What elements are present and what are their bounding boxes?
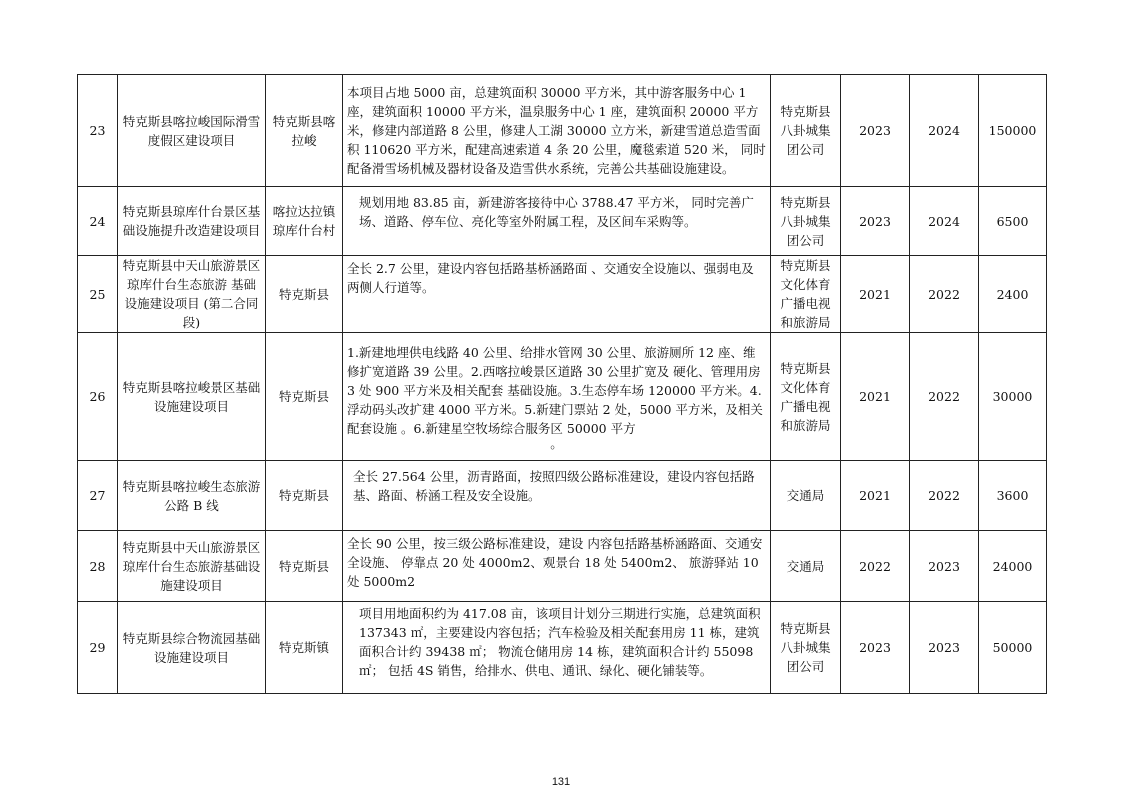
project-description: 全长 2.7 公里，建设内容包括路基桥涵路面 、交通安全设施以、强弱电及两侧人行道等。 <box>343 256 771 333</box>
project-name: 特克斯县中天山旅游景区琼库什台生态旅游基础设施建设项目 <box>118 531 266 602</box>
description-text: 1.新建地埋供电线路 40 公里、给排水管网 30 公里、旅游厕所 12 座、维修扩宽道路 39 公里。2.西喀拉峻景区道路 30 公里扩宽及 硬化、管理用房 3 处 900 平方米及相关配套 基础设施。3.生态停车场 120000 平方米。4.浮动码头改扩建 4000 平方米。5.新建门票站 2 处，5000 平方米，及相关配套设施 。6.新建星空牧场综合服务区 50000 平方 <box>347 345 763 436</box>
start-year: 2023 <box>841 75 910 187</box>
description-text: 项目用地面积约为 417.08 亩，该项目计划分三期进行实施，总建筑面积 137343 ㎡，主要建设内容包括；汽车检验及相关配套用房 11 栋，建筑面积合计约 39438 ㎡； 物流仓储用房 14 栋，建筑面积合计约 55098 ㎡； 包括 4S 销售，给排水、供电、通讯、绿化、硬化铺装等。 <box>359 606 761 678</box>
start-year: 2021 <box>841 256 910 333</box>
row-number: 25 <box>78 256 118 333</box>
project-location: 特克斯镇 <box>266 602 343 694</box>
responsible-unit: 特克斯县八卦城集团公司 <box>771 602 841 694</box>
project-name: 特克斯县中天山旅游景区琼库什台生态旅游 基础设施建设项目 (第二合同段) <box>118 256 266 333</box>
project-name: 特克斯县综合物流园基础设施建设项目 <box>118 602 266 694</box>
end-year: 2022 <box>910 333 979 461</box>
responsible-unit: 特克斯县八卦城集团公司 <box>771 75 841 187</box>
project-description <box>343 187 771 256</box>
table-row <box>78 461 1047 531</box>
end-year: 2023 <box>910 602 979 694</box>
responsible-unit: 交通局 <box>771 531 841 602</box>
start-year: 2021 <box>841 333 910 461</box>
start-year: 2022 <box>841 531 910 602</box>
project-location: 特克斯县 <box>266 256 343 333</box>
description-text: 规划用地 83.85 亩，新建游客接待中心 3788.47 平方米， 同时完善广场、道路、停车位、亮化等室外附属工程，及区间车采购等。 <box>359 195 754 229</box>
start-year: 2023 <box>841 187 910 256</box>
end-year: 2023 <box>910 531 979 602</box>
responsible-unit: 交通局 <box>771 461 841 531</box>
project-location: 特克斯县 <box>266 461 343 531</box>
investment-amount: 30000 <box>979 333 1047 461</box>
row-number: 29 <box>78 602 118 694</box>
investment-amount: 24000 <box>979 531 1047 602</box>
project-location: 特克斯县 <box>266 531 343 602</box>
responsible-unit: 特克斯县八卦城集团公司 <box>771 187 841 256</box>
project-name: 特克斯县琼库什台景区基础设施提升改造建设项目 <box>118 187 266 256</box>
table-row <box>78 75 1047 187</box>
description-tail: 。 <box>550 436 563 451</box>
project-location: 喀拉达拉镇琼库什台村 <box>266 187 343 256</box>
table-row <box>78 256 1047 333</box>
project-description <box>343 602 771 694</box>
row-number: 26 <box>78 333 118 461</box>
row-number: 24 <box>78 187 118 256</box>
row-number: 28 <box>78 531 118 602</box>
project-description <box>343 333 771 461</box>
description-text: 全长 27.564 公里，沥青路面，按照四级公路标准建设，建设内容包括路基、路面、桥涵工程及安全设施。 <box>353 469 755 503</box>
project-table <box>77 74 1047 694</box>
project-location: 特克斯县 <box>266 333 343 461</box>
table-row <box>78 333 1047 461</box>
start-year: 2021 <box>841 461 910 531</box>
responsible-unit: 特克斯县文化体育广播电视和旅游局 <box>771 333 841 461</box>
investment-amount: 6500 <box>979 187 1047 256</box>
table-row <box>78 187 1047 256</box>
end-year: 2024 <box>910 75 979 187</box>
row-number: 27 <box>78 461 118 531</box>
row-number: 23 <box>78 75 118 187</box>
investment-amount: 150000 <box>979 75 1047 187</box>
investment-amount: 3600 <box>979 461 1047 531</box>
project-description: 本项目占地 5000 亩，总建筑面积 30000 平方米，其中游客服务中心 1 座，建筑面积 10000 平方米，温泉服务中心 1 座，建筑面积 20000 平方米，修建内部道路 8 公里，修建人工湖 30000 立方米，新建雪道总造雪面积 110620 平方米，配建高速索道 4 条 20 公里，魔毯索道 520 米， 同时配备滑雪场机械及器材设备及造雪供水系统，完善公共基础设施建设。 <box>343 75 771 187</box>
table-row <box>78 602 1047 694</box>
project-description <box>343 461 771 531</box>
end-year: 2024 <box>910 187 979 256</box>
start-year: 2023 <box>841 602 910 694</box>
table-row <box>78 531 1047 602</box>
end-year: 2022 <box>910 461 979 531</box>
project-location: 特克斯县喀拉峻 <box>266 75 343 187</box>
responsible-unit: 特克斯县文化体育广播电视和旅游局 <box>771 256 841 333</box>
investment-amount: 50000 <box>979 602 1047 694</box>
project-description: 全长 90 公里，按三级公路标准建设，建设 内容包括路基桥涵路面、交通安全设施、 停靠点 20 处 4000m2、观景台 18 处 5400m2、 旅游驿站 10 处 5000m2 <box>343 531 771 602</box>
project-name: 特克斯县喀拉峻生态旅游公路 B 线 <box>118 461 266 531</box>
page-number: 131 <box>551 776 571 788</box>
investment-amount: 2400 <box>979 256 1047 333</box>
project-name: 特克斯县喀拉峻景区基础设施建设项目 <box>118 333 266 461</box>
project-name: 特克斯县喀拉峻国际滑雪度假区建设项目 <box>118 75 266 187</box>
end-year: 2022 <box>910 256 979 333</box>
